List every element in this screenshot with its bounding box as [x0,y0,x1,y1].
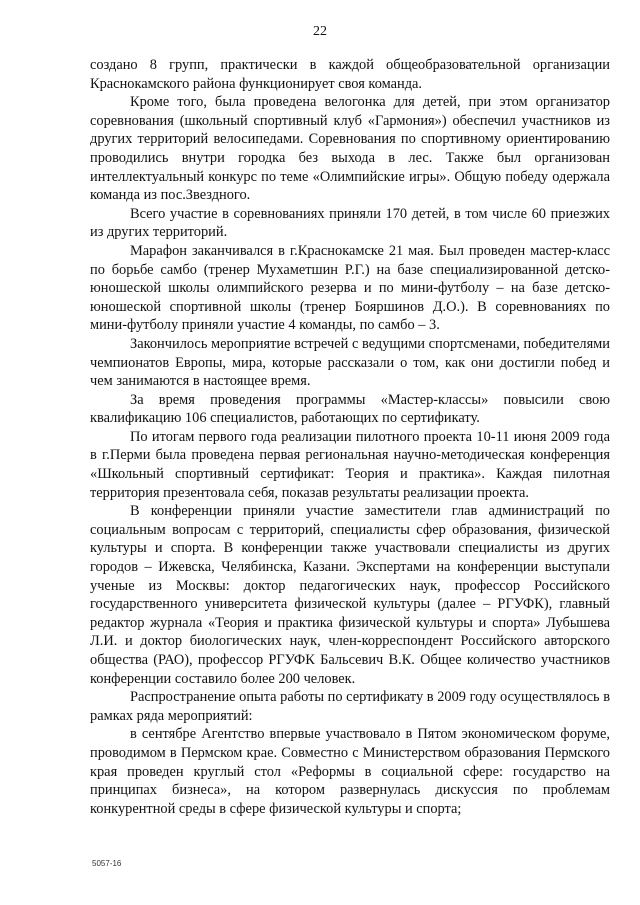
paragraph-5: Закончилось мероприятие встречей с ведущими спортсменами, победителями чемпионатов Европы, мира, которые рассказали о том, как они достигли побед и чем занимаются в настоящее время. [90,335,610,390]
footer-document-code: 5057-16 [92,859,122,868]
paragraph-8: В конференции приняли участие заместители глав администраций по социальным вопросам с территорий, специалисты сфер образования, физической культуры и спорта. В конференции также участвовали специалисты из других городов – Ижевска, Челябинска, Казани. Экспертами на конференции выступали ученые из Москвы: доктор педагогических наук, профессор Российского государственного университета физической культуры (далее – РГУФК), главный редактор журнала «Теория и практика физической культуры и спорта» Лубышева Л.И. и доктор биологических наук, член-корреспондент Российского авторского общества (РАО), профессор РГУФК Бальсевич В.К. Общее количество участников конференции составило более 200 человек. [90,503,610,687]
paragraph-4: Марафон заканчивался в г.Краснокамске 21 мая. Был проведен мастер-класс по борьбе самбо (тренер Мухаметшин Р.Г.) на базе специализированной детско-юношеской школы олимпийского резерва и по мини-футболу – на базе детско-юношеской спортивной школы (тренер Бояршинов Д.О.). В соревнованиях по мини-футболу приняли участие 4 команды, по самбо – 3. [90,242,610,334]
paragraph-2: Кроме того, была проведена велогонка для детей, при этом организатор соревнования (школьный спортивный клуб «Гармония») обеспечил участников из других территорий велосипедами. Соревнования по спортивному ориентированию проводились внутри городка без выхода в лес. Также был организован интеллектуальный конкурс по теме «Олимпийские игры». Общую победу одержала команда из пос.Звездного. [90,94,610,204]
paragraph-3: Всего участие в соревнованиях приняли 170 детей, в том числе 60 приезжих из других территорий. [90,205,610,241]
paragraph-10: в сентябре Агентство впервые участвовало в Пятом экономическом форуме, проводимом в Пермском крае. Совместно с Министерством образования Пермского края проведен круглый стол «Реформы в социальной сфере: государство на принципах бизнеса», на котором развернулась дискуссия по проблемам конкурентной среды в сфере физической культуры и спорта; [90,726,610,817]
page-number: 22 [313,24,327,39]
paragraph-7: По итогам первого года реализации пилотного проекта 10-11 июня 2009 года в г.Перми была проведена первая региональная научно-методическая конференция «Школьный спортивный сертификат: Теория и практика». Каждая пилотная территория презентовала себя, показав результаты реализации проекта. [90,428,610,501]
paragraph-6: За время проведения программы «Мастер-классы» повысили свою квалификацию 106 специалистов, работающих по сертификату. [90,391,610,427]
paragraph-1: создано 8 групп, практически в каждой общеобразовательной организации Краснокамского района функционирует своя команда. [90,57,610,92]
document-body [90,56,610,818]
paragraph-9: Распространение опыта работы по сертификату в 2009 году осуществлялось в рамках ряда мероприятий: [90,689,610,724]
